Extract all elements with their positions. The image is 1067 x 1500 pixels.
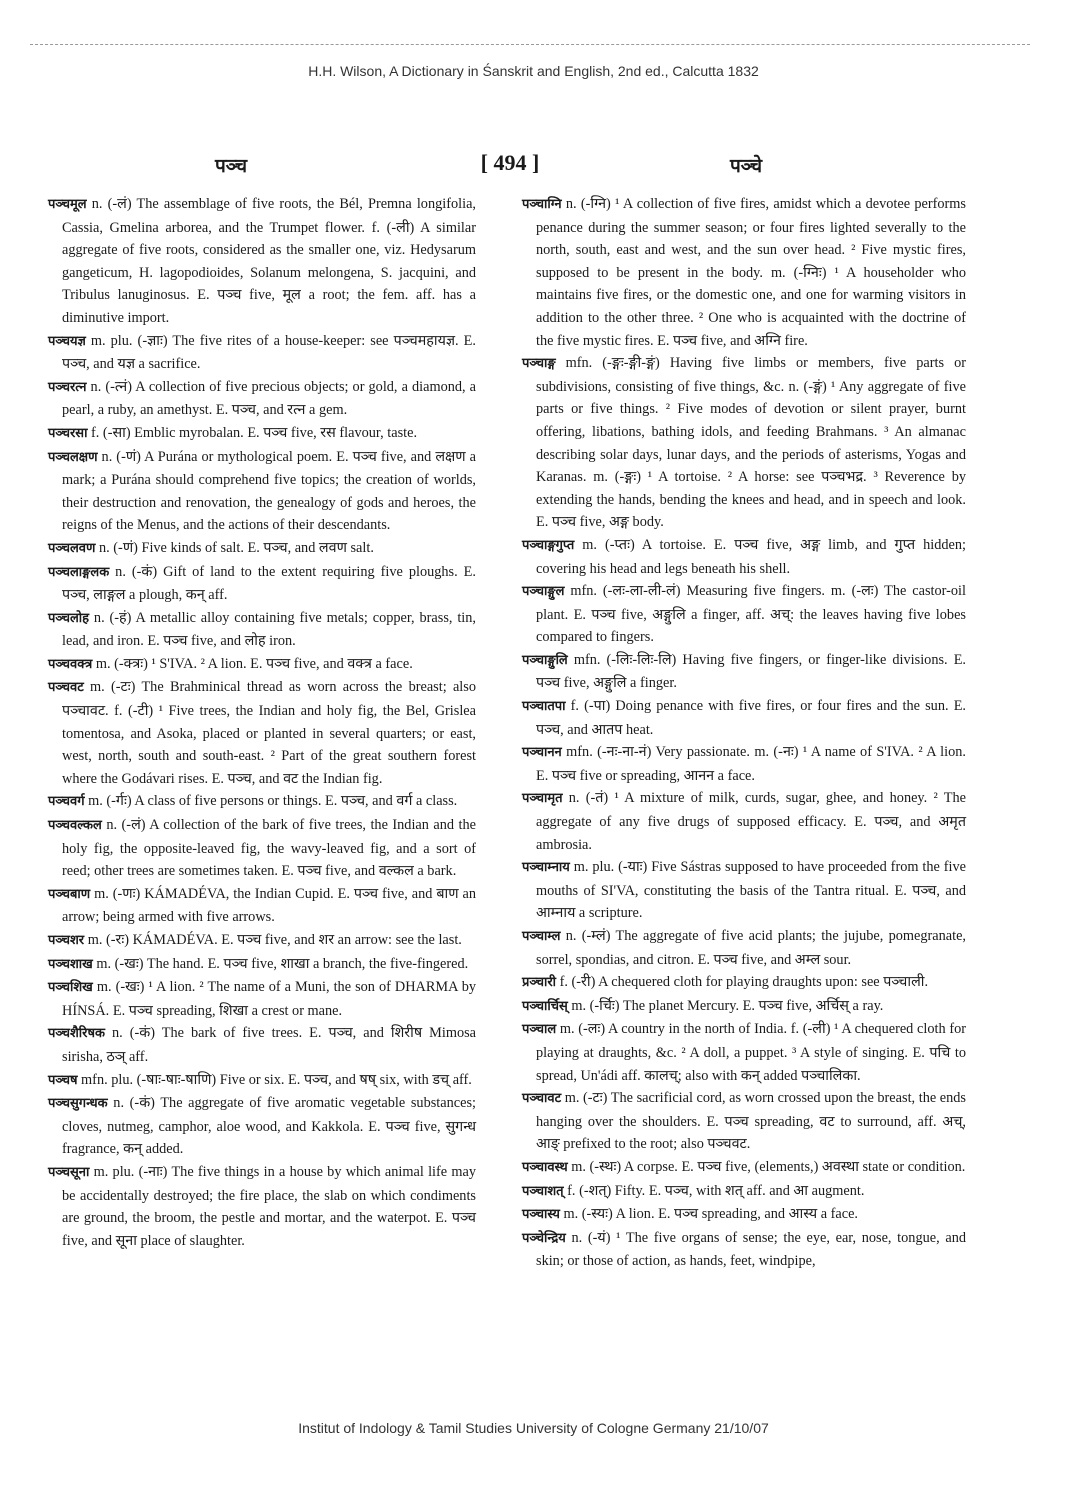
entry-headword: पञ्चाम्ल [522,929,561,944]
entry-headword: पञ्चानन [522,745,562,761]
dictionary-entry [522,1180,966,1204]
right-column [522,193,966,1273]
entry-headword: पञ्चावस्थ [522,1159,568,1175]
dictionary-entry [48,653,476,677]
dictionary-entry [48,446,476,537]
entry-definition: m. (-प्तः) A tortoise. E. पञ्च five, अङ्ग limb, and गुप्त hidden; covering his head and legs beneath his shell. [536,536,966,577]
dictionary-entry [48,1069,476,1093]
footer-credit: Institut of Indology & Tamil Studies University of Cologne Germany 21/10/07 [298,1420,769,1436]
dictionary-entry [522,856,966,925]
dictionary-entry [48,1161,476,1252]
dictionary-entry [522,352,966,534]
entry-definition: f. (-सा) Emblic myrobalan. E. पञ्च five, रस flavour, taste. [87,424,418,441]
entry-definition: m. (-स्यः) A lion. E. पञ्च spreading, and आस्य a face. [559,1206,858,1223]
entry-headword: पञ्चसूना [48,1164,90,1180]
dictionary-entry [522,1227,966,1273]
top-rule [30,44,1030,45]
dictionary-entry [48,607,476,653]
entry-definition: m. plu. (-ज्ञाः) The five rites of a house-keeper: see पञ्चमहायज्ञ. E. पञ्च, and यज्ञ a sacrifice. [62,332,476,373]
dictionary-entry [522,649,966,695]
dictionary-entry [522,971,966,995]
entry-headword: पञ्चातपा [522,699,566,715]
entry-headword: पञ्चामृत [522,791,563,807]
entry-headword: पञ्चाग्नि [522,197,562,212]
entry-definition: m. (-टः) The sacrificial cord, as worn crossed upon the breast, the ends hanging over the shoulders. E. पञ्च spreading, वट to surround, aff. अच्, आङ् prefixed to the root; also पञ्चवट. [536,1090,966,1153]
dictionary-entry [48,1022,476,1068]
entry-definition: f. (-री) A chequered cloth for playing draughts upon: see पञ्चाली. [556,974,929,991]
dictionary-entry [48,422,476,446]
entry-definition: n. (-लं) The assemblage of five roots, the Bél, Premna longifolia, Cassia, Gmelina arborea, and the Trumpet flower. f. (-ली) A similar aggregate of five roots, considered as the smaller one, viz. Hedysarum gangeticum, H. lagopodioides, Solanum melongena, S. jacquini, and Tribulus lanuginosus. E. पञ्च five, मूल a root; the fem. aff. has a diminutive import. [62,196,476,326]
dictionary-entry [522,1156,966,1180]
entry-definition: mfn. (-लिः-लिः-लि) Having five fingers, or finger-like divisions. E. पञ्च five, अङ्गुलि a finger. [536,651,966,692]
dictionary-entry [48,676,476,790]
entry-definition: n. (-म्लं) The aggregate of five acid plants; the jujube, pomegranate, sorrel, spondias, and citron. E. पञ्च five, and अम्ल sour. [536,928,966,968]
dictionary-entry [48,976,476,1022]
entry-definition: mfn. plu. (-षाः-षाः-षाणि) Five or six. E. पञ्च, and षष् six, with डच् aff. [77,1071,472,1088]
entry-definition: m. plu. (-याः) Five Sástras supposed to have proceeded from the five mouths of SI'VA, constituting the basis of the Tantra ritual. E. पञ्च, and आम्नाय a scripture. [536,859,966,922]
entry-headword: पञ्चाङ्गुल [522,584,565,600]
entry-headword: पञ्चशर [48,933,85,948]
entry-definition: m. (-स्थः) A corpse. E. पञ्च five, (elements,) अवस्था state or condition. [567,1158,966,1175]
entry-definition: n. (-कं) Gift of land to the extent requiring five ploughs. E. पञ्च, लाङ्गल a plough, कन् aff. [62,563,476,604]
entry-definition: n. (-लं) A collection of the bark of five trees, the Indian and the holy fig, the opposite-leaved fig, the wavy-leaved fig, and a sort of reed; other trees are sometimes taken. E. पञ्च five, and वल्कल a bark. [62,817,476,880]
entry-headword: पञ्चाशत् [522,1183,564,1199]
dictionary-entry [48,561,476,607]
entry-definition: n. (-हं) A metallic alloy containing five metals; copper, brass, tin, lead, and iron. E. पञ्च five, and लोह iron. [62,609,476,650]
left-column [48,193,476,1252]
entry-definition: m. (-टः) The Brahminical thread as worn across the breast; also पञ्चावट. f. (-टी) ¹ Five trees, the Indian and holy fig, the Bel, Grislea tomentosa, and Asoka, placed or planted in several quarters; or east, west, north, south and south-east. ² Part of the great southern forest where the Godávari rises. E. पञ्च, and वट the Indian fig. [62,679,476,787]
entry-headword: पञ्चवल्कल [48,818,102,834]
left-running-headword: पञ्च [215,156,248,177]
dictionary-entry [48,814,476,883]
entry-headword: पञ्चरत्न [48,379,87,395]
entry-headword: पञ्चवक्त्र [48,656,93,672]
entry-headword: पञ्चार्चिस् [522,998,568,1014]
entry-headword: पञ्चशैरिषक [48,1026,105,1042]
dictionary-entry [522,741,966,787]
entry-definition: mfn. (-ङ्गः-ङ्गी-ङ्गं) Having five limbs or members, five parts or subdivisions, consisting of five things, &c. n. (-ङ्गं) ¹ Any aggregate of five parts or five things. ² Five modes of devotion or silent prayer, burnt offering, libations, bathing idols, and feeding Brahmans. ³ An almanac describing solar days, lunar days, and the periods of asterisms, Yogas and Karanas. m. (-ङ्गः) ¹ A tortoise. ² A horse: see पञ्चभद्र. ³ Reverence by extending the hands, bending the knees and head, and in speech and look. E. पञ्च five, अङ्ग body. [536,355,966,531]
dictionary-entry [522,995,966,1019]
entry-definition: m. (-र्गः) A class of five persons or things. E. पञ्च, and वर्ग a class. [84,793,458,810]
dictionary-entry [522,534,966,580]
entry-headword: पञ्चलोह [48,610,90,626]
entry-definition: n. (-णं) Five kinds of salt. E. पञ्च, and लवण salt. [95,539,374,556]
entry-headword: प्रञ्चारी [522,975,557,991]
entry-headword: पञ्चाङ्गगुप्त [522,537,575,553]
dictionary-entry [48,330,476,376]
entry-headword: पञ्चलवण [48,540,96,556]
dictionary-entry [48,883,476,929]
entry-definition: mfn. (-नः-ना-नं) Very passionate. m. (-नः) ¹ A name of S'IVA. ² A lion. E. पञ्च five or spreading, आनन a face. [536,744,966,784]
entry-headword: पञ्चशाख [48,956,93,972]
dictionary-entry [522,1018,966,1087]
dictionary-entry [48,1092,476,1161]
entry-headword: पञ्चबाण [48,886,91,902]
dictionary-entry [522,787,966,856]
entry-headword: पञ्चष [48,1072,78,1088]
entry-definition: m. (-णः) KÁMADÉVA, the Indian Cupid. E. पञ्च five, and बाण an arrow; being armed with five arrows. [62,885,476,926]
entry-definition: m. (-खः) The hand. E. पञ्च five, शाखा a branch, the five-fingered. [92,955,469,972]
page-number: [ 494 ] [480,150,540,175]
dictionary-entry [48,193,476,330]
dictionary-entry [522,1087,966,1156]
entry-definition: m. (-रः) KÁMADÉVA. E. पञ्च five, and शर an arrow: see the last. [84,932,462,948]
entry-headword: पञ्चलक्षण [48,449,98,465]
dictionary-entry [48,537,476,561]
entry-headword: पञ्चरसा [48,425,88,441]
dictionary-entry [48,376,476,422]
entry-headword: पञ्चाङ्गुलि [522,652,568,668]
entry-definition: n. (-तं) ¹ A mixture of milk, curds, sugar, ghee, and honey. ² The aggregate of any five drugs of supposed efficacy. E. पञ्च, and अमृत ambrosia. [536,790,966,853]
dictionary-entry [48,790,476,814]
entry-definition: n. (-णं) A Purána or mythological poem. E. पञ्च five, and लक्षण a mark; a Purána should comprehend five topics; the creation of worlds, their destruction and renovation, the genealogy of gods and heroes, the reigns of the Menus, and the actions of their descendants. [62,448,476,534]
entry-headword: पञ्चावट [522,1091,562,1107]
entry-definition: mfn. (-लः-ला-ली-लं) Measuring five fingers. m. (-लः) The castor-oil plant. E. पञ्च five, अङ्गुलि a finger, aff. अच्: the leaves having five lobes compared to fingers. [536,583,966,646]
entry-definition: n. (-यं) ¹ The five organs of sense; the eye, ear, nose, tongue, and skin; or those of action, as hands, feet, windpipe, [536,1229,966,1270]
dictionary-entry [522,193,966,352]
entry-definition: m. (-र्चिः) The planet Mercury. E. पञ्च five, अर्चिस् a ray. [567,997,884,1014]
dictionary-entry [522,1203,966,1227]
dictionary-entry [522,580,966,649]
entry-definition: f. (-पा) Doing penance with five fires, or four fires and the sun. E. पञ्च, and आतप heat. [536,698,966,738]
entry-headword: पञ्चशिख [48,980,93,996]
entry-definition: m. (-खः) ¹ A lion. ² The name of a Muni, the son of DHARMA by HÍNSÁ. E. पञ्च spreading, शिखा a crest or mane. [62,979,476,1019]
entry-headword: पञ्चाम्नाय [522,860,570,876]
entry-definition: f. (-शत्) Fifty. E. पञ्च, with शत् aff. and आ augment. [563,1182,865,1199]
dictionary-entry [48,929,476,953]
entry-headword: पञ्चाल [522,1022,557,1038]
entry-headword: पञ्चमूल [48,197,87,212]
source-banner: H.H. Wilson, A Dictionary in Śanskrit and English, 2nd ed., Calcutta 1832 [308,63,759,79]
entry-definition: m. (-क्त्रः) ¹ S'IVA. ² A lion. E. पञ्च five, and वक्त्र a face. [92,655,413,672]
entry-headword: पञ्चेन्द्रिय [522,1230,566,1246]
entry-headword: पञ्चलाङ्गलक [48,564,110,580]
entry-headword: पञ्चयज्ञ [48,333,86,349]
dictionary-entry [522,695,966,741]
entry-headword: पञ्चास्य [522,1207,560,1223]
entry-headword: पञ्चवट [48,680,84,696]
entry-definition: n. (-ग्नि) ¹ A collection of five fires, amidst which a devotee performs penance during the summer season; or four fires lighted severally to the north, south, east and west, and the sun over head. ² Five mystic fires, supposed to be present in the body. m. (-ग्निः) ¹ A householder who maintains five fires, or the domestic one, and one for warming visitors in addition to the other three. ² One who is acquainted with the doctrine of the five mystic fires. E. पञ्च five, and अग्नि fire. [536,196,966,349]
entry-definition: n. (-कं) The bark of five trees. E. पञ्च, and शिरीष Mimosa sirisha, ठञ् aff. [62,1025,476,1065]
dictionary-entry [48,953,476,977]
entry-headword: पञ्चाङ्ग [522,356,556,372]
entry-definition: m. (-लः) A country in the north of India. f. (-ली) ¹ A chequered cloth for playing at draughts, &c. ² A doll, a puppet. ³ A style of singing. E. पचि to spread, Un'ádi aff. कालच्; also with कन् added पञ्चालिका. [536,1021,966,1084]
dictionary-entry [522,925,966,971]
entry-headword: पञ्चवर्ग [48,794,85,810]
right-running-headword: पञ्चे [730,156,763,177]
entry-definition: n. (-कं) The aggregate of five aromatic vegetable substances; cloves, nutmeg, camphor, aloe wood, and Kakkola. E. पञ्च five, सुगन्ध fragrance, कन् added. [62,1095,476,1158]
entry-definition: m. plu. (-नाः) The five things in a house by which animal life may be accidentally destroyed; the fire place, the slab on which condiments are ground, the broom, the pestle and mortar, and the waterpot. E. पञ्च five, and सूना place of slaughter. [62,1163,476,1249]
entry-definition: n. (-त्नं) A collection of five precious objects; or gold, a diamond, a pearl, a ruby, an amethyst. E. पञ्च, and रत्न a gem. [62,378,476,419]
entry-headword: पञ्चसुगन्धक [48,1096,108,1112]
